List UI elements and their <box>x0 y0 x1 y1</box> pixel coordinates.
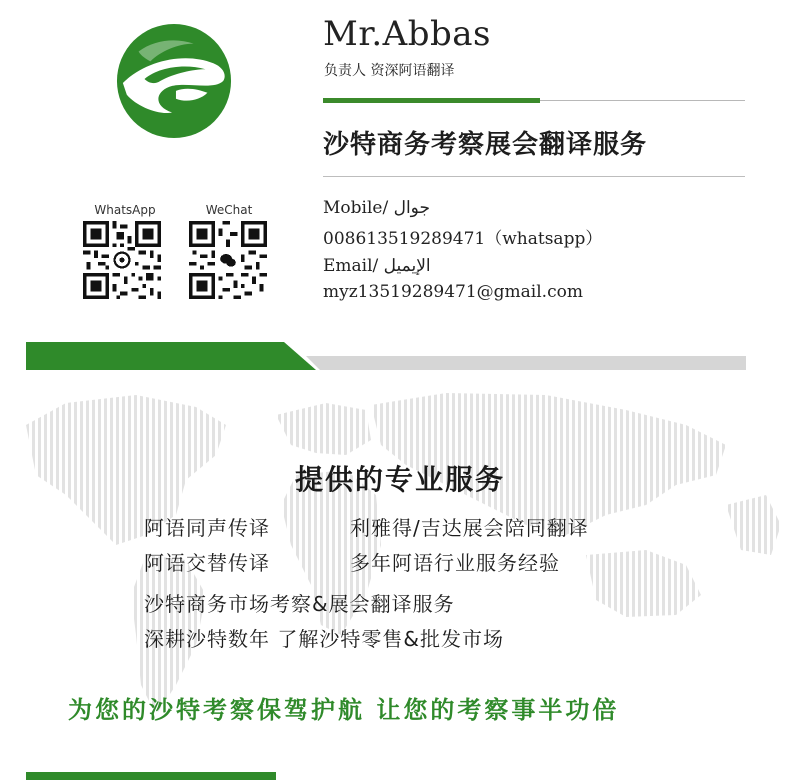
person-name: Mr.Abbas <box>323 14 491 54</box>
divider <box>323 176 745 177</box>
email-address[interactable]: myz13519289471@gmail.com <box>323 282 583 302</box>
whatsapp-qr-label: WhatsApp <box>94 203 156 217</box>
slogan: 为您的沙特考察保驾护航 让您的考察事半功倍 <box>68 695 620 724</box>
whatsapp-qr-code[interactable] <box>82 221 162 299</box>
services-heading: 提供的专业服务 <box>294 463 505 496</box>
wechat-qr-label: WeChat <box>205 203 253 217</box>
leaf-logo-icon <box>115 22 233 140</box>
mobile-label: Mobile/ جوال <box>323 198 430 218</box>
service-item: 深耕沙特数年 了解沙特零售&批发市场 <box>144 627 504 651</box>
mobile-number[interactable]: 008613519289471（whatsapp） <box>323 229 603 249</box>
decorative-band <box>26 342 746 370</box>
service-item: 阿语同声传译 <box>144 516 270 540</box>
service-item: 利雅得/吉达展会陪同翻译 <box>350 516 589 540</box>
email-label: Email/ الإيميل <box>323 256 431 276</box>
person-role: 负责人 资深阿语翻译 <box>324 63 455 79</box>
green-accent-divider <box>323 98 540 103</box>
service-item: 沙特商务市场考察&展会翻译服务 <box>144 592 455 616</box>
service-title: 沙特商务考察展会翻译服务 <box>323 130 648 160</box>
wechat-qr-code[interactable] <box>188 221 268 299</box>
service-item: 阿语交替传译 <box>144 551 270 575</box>
footer-green-bar <box>26 772 276 780</box>
service-item: 多年阿语行业服务经验 <box>350 551 560 575</box>
